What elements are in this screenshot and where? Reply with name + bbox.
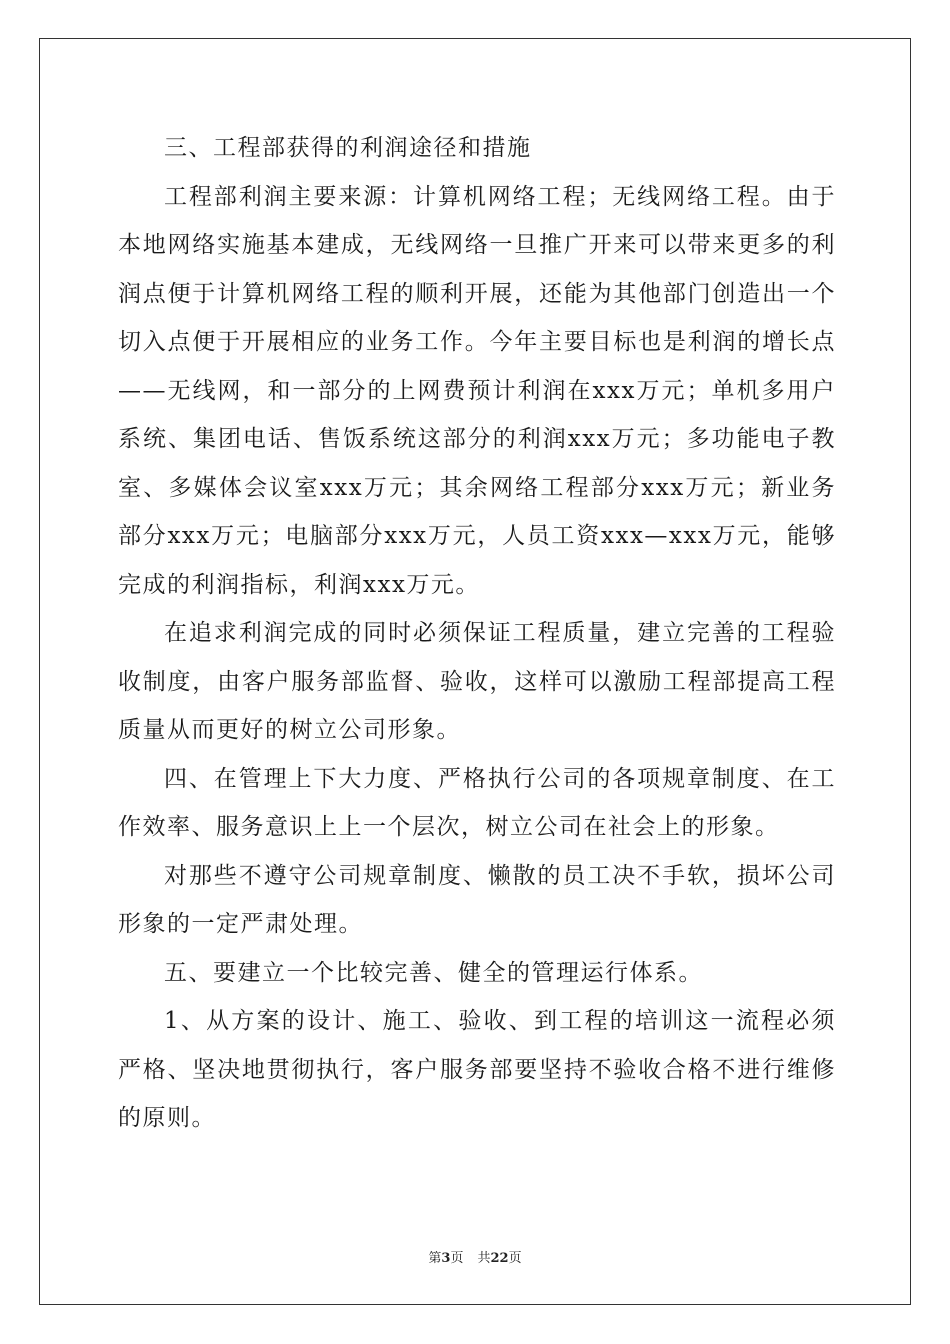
page-footer <box>0 1247 950 1266</box>
page-prefix: 第 <box>428 1251 442 1266</box>
paragraph-quality: 在追求利润完成的同时必须保证工程质量，建立完善的工程验收制度，由客户服务部监督、验收，这样可以激励工程部提高工程质量从而更好的树立公司形象。 <box>118 620 836 743</box>
page-suffix: 页 <box>450 1251 464 1266</box>
paragraph-discipline: 对那些不遵守公司规章制度、懒散的员工决不手软，损坏公司形象的一定严肃处理。 <box>118 862 836 937</box>
paragraph-process: 1、从方案的设计、施工、验收、到工程的培训这一流程必须严格、坚决地贯彻执行，客户服务部要坚持不验收合格不进行维修的原则。 <box>118 1008 836 1131</box>
total-suffix: 页 <box>508 1251 522 1266</box>
document-body <box>118 124 836 1143</box>
section-heading-4: 四、在管理上下大力度、严格执行公司的各项规章制度、在工作效率、服务意识上上一个层次，树立公司在社会上的形象。 <box>118 765 836 840</box>
section-heading-5: 五、要建立一个比较完善、健全的管理运行体系。 <box>164 959 703 986</box>
total-pages: 22 <box>490 1251 509 1266</box>
total-prefix: 共 <box>477 1251 491 1266</box>
paragraph-profit-sources: 工程部利润主要来源：计算机网络工程；无线网络工程。由于本地网络实施基本建成，无线网络一旦推广开来可以带来更多的利润点便于计算机网络工程的顺利开展，还能为其他部门创造出一个切入点便于开展相应的业务工作。今年主要目标也是利润的增长点——无线网，和一部分的上网费预计利润在xxx万元；单机多用户系统、集团电话、售饭系统这部分的利润xxx万元；多功能电子教室、多媒体会议室xxx万元；其余网络工程部分xxx万元；新业务部分xxx万元；电脑部分xxx万元，人员工资xxx—xxx万元，能够完成的利润指标，利润xxx万元。 <box>118 183 836 598</box>
section-heading-3: 三、工程部获得的利润途径和措施 <box>164 135 532 161</box>
page-number: 3 <box>441 1251 451 1266</box>
